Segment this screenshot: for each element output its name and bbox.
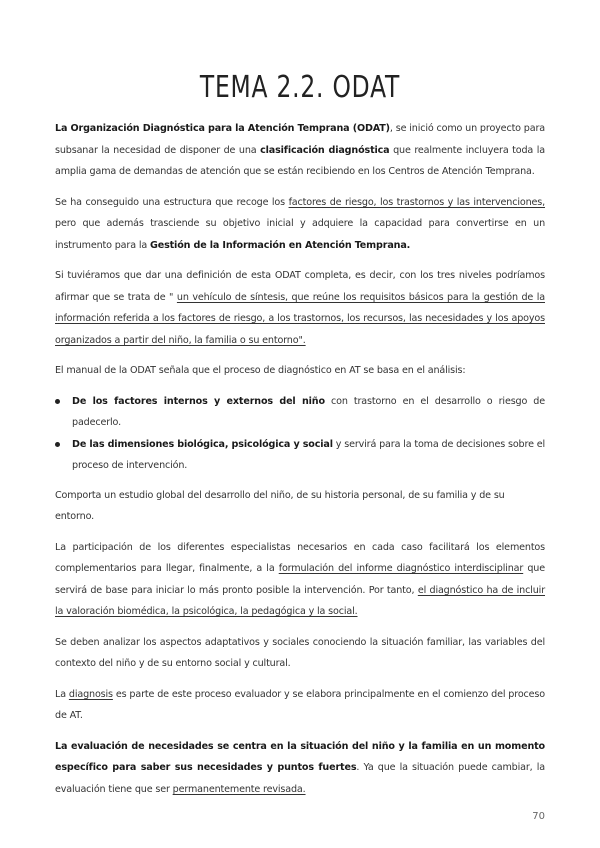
bullet-dot-icon bbox=[55, 442, 60, 447]
bold-text: De los factores internos y externos del niño bbox=[72, 395, 325, 407]
paragraph-odat-intro: La Organización Diagnóstica para la Atención Temprana (ODAT), se inició como un proyecto para subsanar la necesidad de disponer de una clasificación diagnóstica que realmente incluyera toda la amplia gama de demandas de atención que se están recibiendo en los Centros de Atención Temprana. bbox=[55, 123, 545, 177]
bold-text: La Organización Diagnóstica para la Atención Temprana (ODAT) bbox=[55, 123, 390, 134]
list-item: De las dimensiones biológica, psicológica y social y servirá para la toma de decisiones sobre el proceso de intervención. bbox=[72, 434, 545, 477]
underlined-text: permanentemente revisada. bbox=[172, 783, 306, 795]
underlined-text: formulación del informe diagnóstico interdisciplinar bbox=[278, 563, 524, 574]
bullet-dot-icon bbox=[55, 399, 60, 404]
paragraph-global-study: Comporta un estudio global del desarrollo del niño, de su historia personal, de su familia y de su entorno. bbox=[55, 489, 505, 522]
bold-text: La evaluación de necesidades se centra en la situación del niño y la familia en un momento específico para saber sus necesidades y puntos fuertes bbox=[55, 740, 545, 773]
bold-text: Gestión de la Información en Atención Temprana. bbox=[149, 239, 411, 251]
underlined-text: diagnosis bbox=[68, 688, 113, 700]
paragraph-adaptive-aspects: Se deben analizar los aspectos adaptativos y sociales conociendo la situación familiar, las variables del contexto del niño y de su entorno social y cultural. bbox=[55, 636, 545, 669]
paragraph-diagnosis: La diagnosis es parte de este proceso evaluador y se elabora principalmente en el comienzo del proceso de AT. bbox=[55, 688, 545, 721]
bold-text: clasificación diagnóstica bbox=[260, 144, 390, 156]
page-number: 70 bbox=[532, 811, 545, 822]
underlined-text: factores de riesgo, los trastornos y las intervenciones, bbox=[288, 196, 545, 208]
paragraph-needs-evaluation: La evaluación de necesidades se centra en la situación del niño y la familia en un momento específico para saber sus necesidades y puntos fuertes. Ya que la situación puede cambiar, la evaluación tiene que ser permanentemente revisada. bbox=[55, 740, 545, 795]
underlined-text: el diagnóstico ha de incluir la valoración biomédica, la psicológica, la pedagógica y la social. bbox=[55, 584, 545, 617]
paragraph-definition: Si tuviéramos que dar una definición de esta ODAT completa, es decir, con los tres niveles podríamos afirmar que se trata de " un vehículo de síntesis, que reúne los requisitos básicos para la gestión de la información referida a los factores de riesgo, a los trastornos, los recursos, las necesidades y los apoyos organizados a partir del niño, la familia o su entorno". bbox=[55, 270, 545, 346]
analysis-bullet-list bbox=[55, 391, 545, 477]
list-item: De los factores internos y externos del niño con trastorno en el desarrollo o riesgo de padecerlo. bbox=[72, 391, 545, 434]
paragraph-manual: El manual de la ODAT señala que el proceso de diagnóstico en AT se basa en el análisis: bbox=[55, 365, 466, 376]
paragraph-specialists: La participación de los diferentes especialistas necesarios en cada caso facilitará los elementos complementarios para llegar, finalmente, a la formulación del informe diagnóstico interdisciplinar que servirá de base para iniciar lo más pronto posible la intervención. Por tanto, el diagnóstico ha de incluir la valoración biomédica, la psicológica, la pedagógica y la social. bbox=[55, 541, 545, 617]
underlined-text: un vehículo de síntesis, que reúne los requisitos básicos para la gestión de la información referida a los factores de riesgo, a los trastornos, los recursos, las necesidades y los apoyos organizados a partir del niño, la familia o su entorno". bbox=[55, 291, 545, 346]
page-title: TEMA 2.2. ODAT bbox=[199, 70, 401, 105]
document-body bbox=[55, 118, 545, 809]
bold-text: De las dimensiones biológica, psicológica y social bbox=[72, 438, 333, 450]
paragraph-structure: Se ha conseguido una estructura que recoge los factores de riesgo, los trastornos y las intervenciones, pero que además trasciende su objetivo inicial y adquiere la capacidad para convertirse en un instrumento para la Gestión de la Información en Atención Temprana. bbox=[55, 196, 545, 251]
